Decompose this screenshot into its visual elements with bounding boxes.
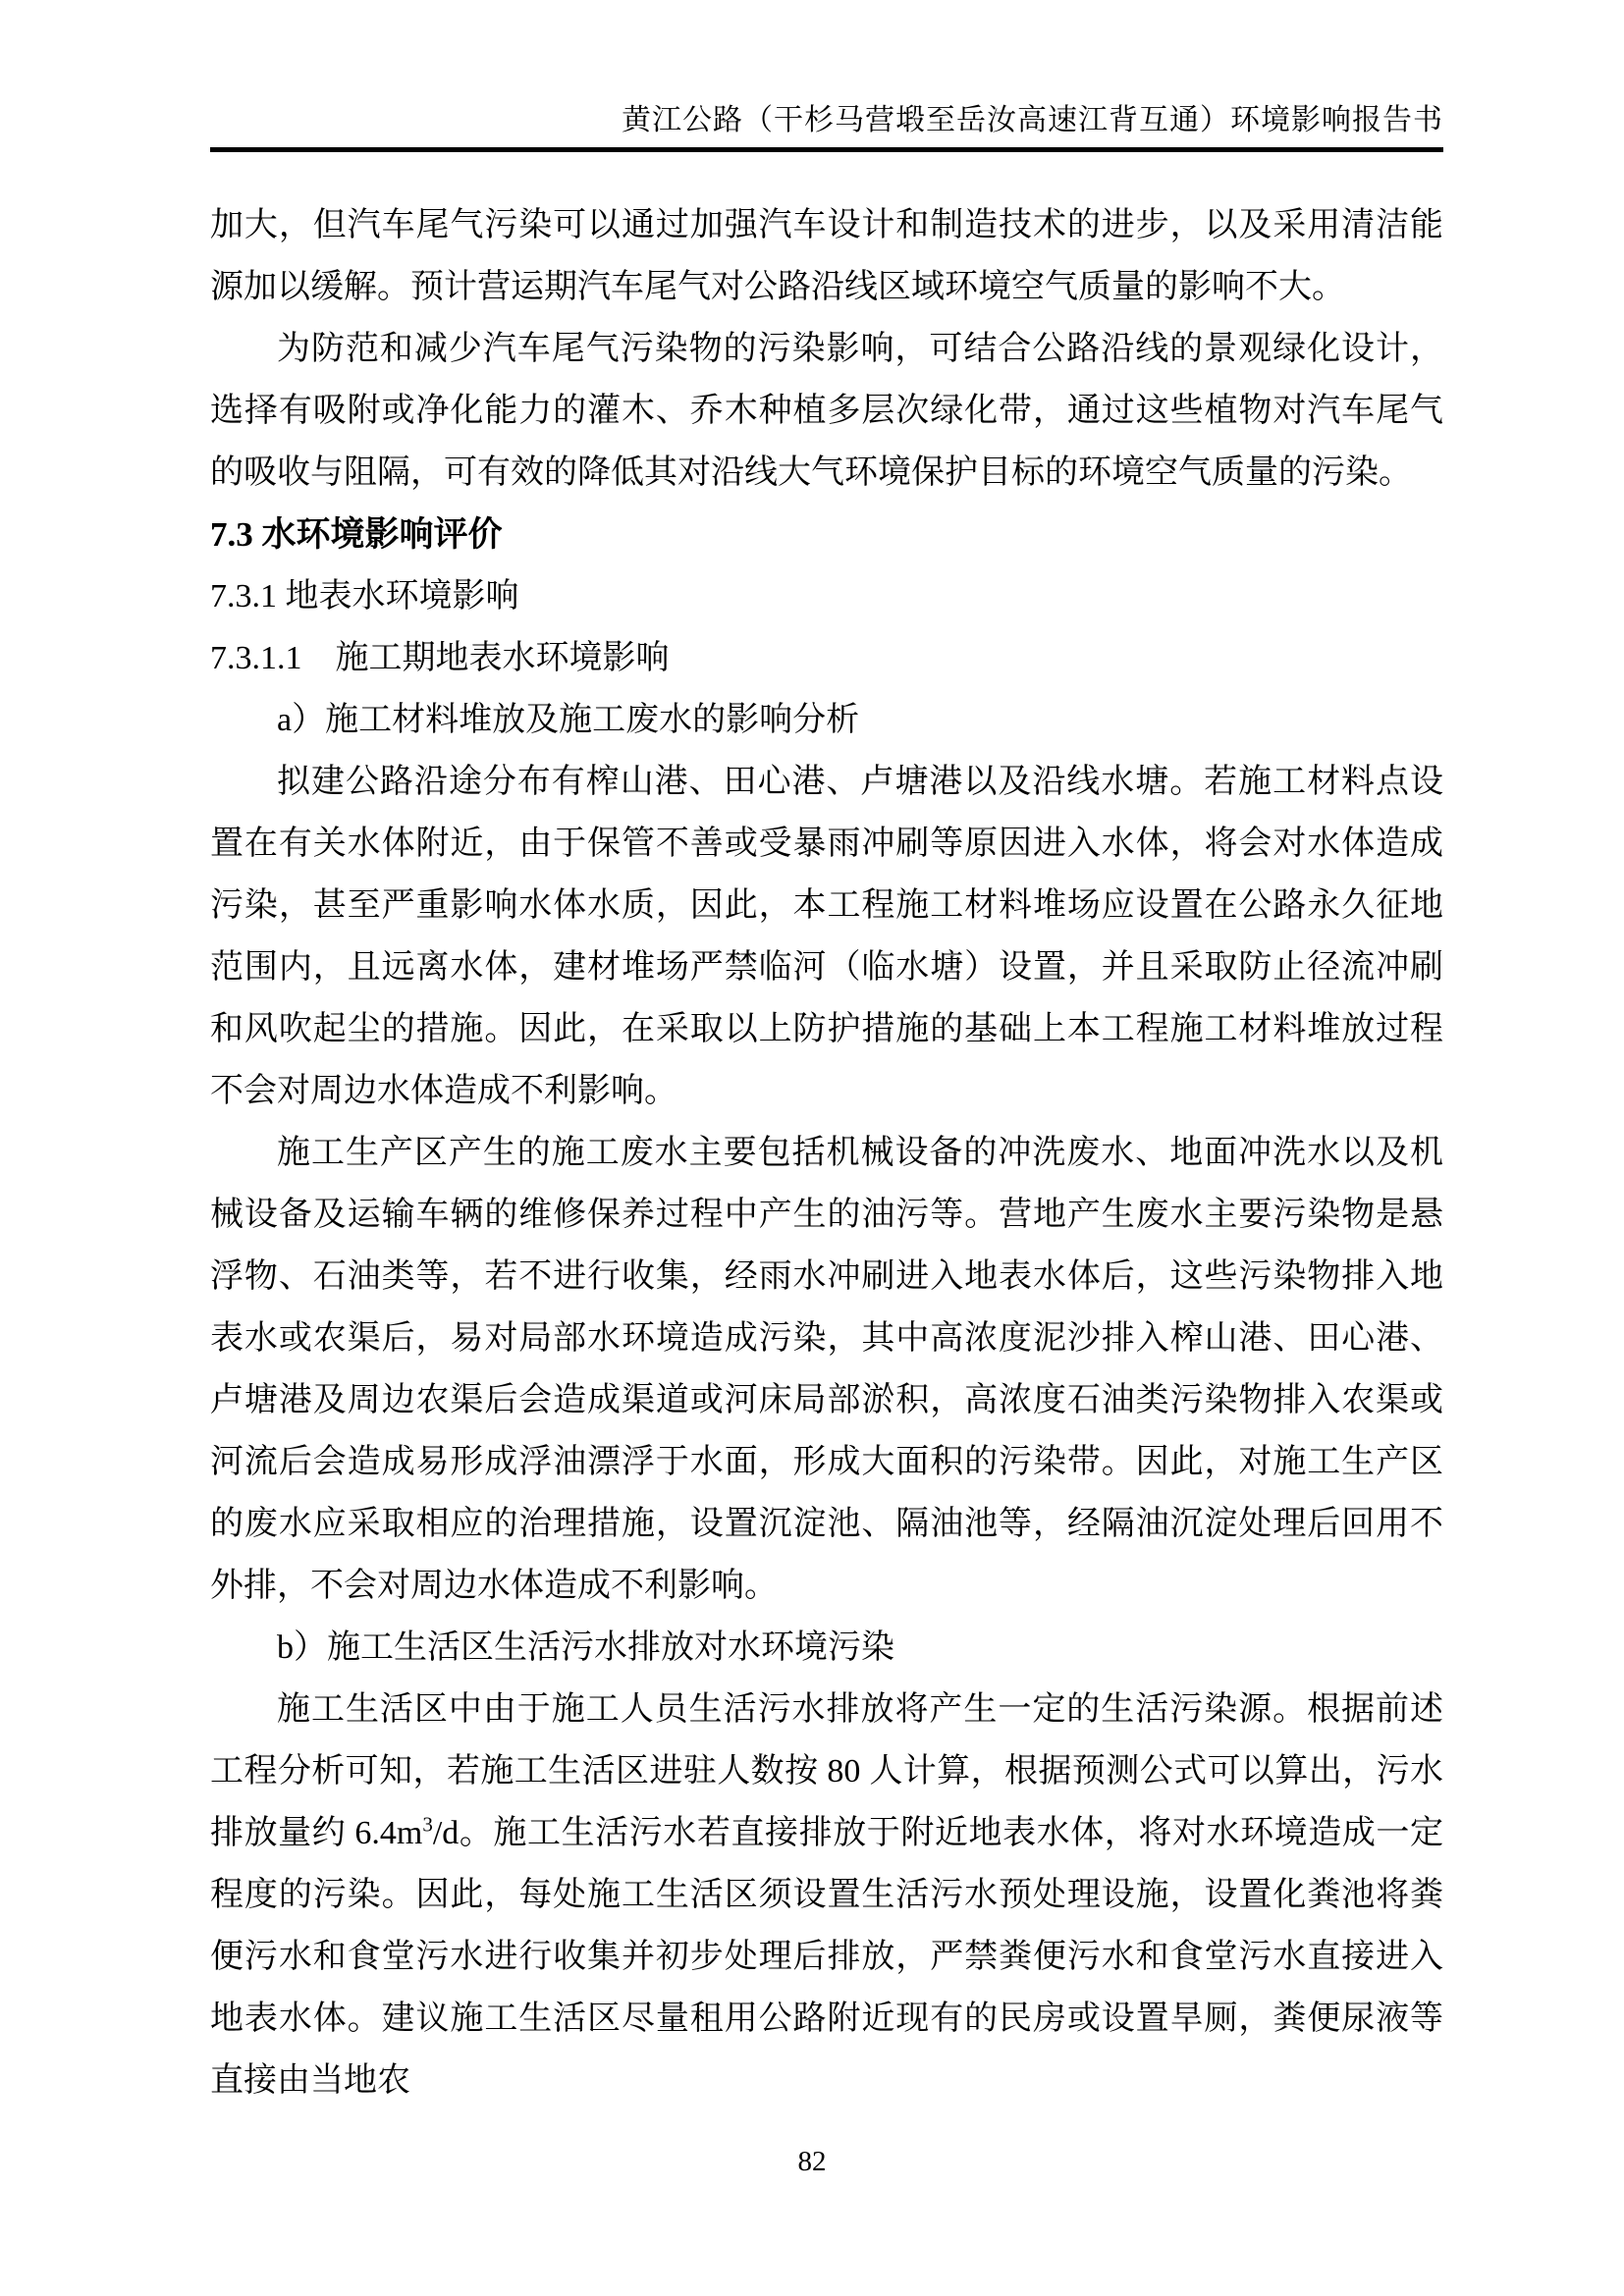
- heading-section-7-3: [210, 504, 1443, 565]
- text-run: 施工生产区产生的施工废水主要包括机械设备的冲洗废水、地面冲洗水以及机械设备及运输车辆的维修保养过程中产生的油污等。营地产生废水主要污染物是悬浮物、石油类等，若不进行收集，经雨水冲刷进入地表水体后，这些污染物排入地表水或农渠后，易对局部水环境造成污染，其中高浓度泥沙排入榨山港、田心港、卢塘港及周边农渠后会造成渠道或河床局部淤积，高浓度石油类污染物排入农渠或河流后会造成易形成浮油漂浮于水面，形成大面积的污染带。因此，对施工生产区的废水应采取相应的治理措施，设置沉淀池、隔油池等，经隔油沉淀处理后回用不外排，不会对周边水体造成不利影响。: [210, 1135, 1443, 1604]
- superscript-exponent: 3: [422, 1812, 433, 1837]
- text-run: /d。施工生活污水若直接排放于附近地表水体，将对水环境造成一定程度的污染。因此，每处施工生活区须设置生活污水预处理设施，设置化粪池将粪便污水和食堂污水进行收集并初步处理后排放，严禁粪便污水和食堂污水直接进入地表水体。建议施工生活区尽量租用公路附近现有的民房或设置旱厕，粪便尿液等直接由当地农: [210, 1815, 1443, 2099]
- page-number: 82: [797, 2146, 827, 2177]
- page-footer: [0, 2144, 1624, 2179]
- text-run: 施工生活区中由于施工人员生活污水排放将产生一定的生活污染源。根据前述工程分析可知，若施工生活区进驻人数按 80 人计算，根据预测公式可以算出，污水排放量约 6.4m: [210, 1691, 1443, 1851]
- paragraph-vehicle-exhaust-continuation: [210, 194, 1443, 318]
- paragraph-material-stockpile-impact: [210, 751, 1443, 1122]
- subheading-item-a: [210, 689, 1443, 751]
- paragraph-construction-wastewater-impact: [210, 1122, 1443, 1617]
- text-run: 7.3 水环境影响评价: [210, 515, 503, 554]
- paragraph-greening-measures: [210, 318, 1443, 504]
- text-run: 拟建公路沿途分布有榨山港、田心港、卢塘港以及沿线水塘。若施工材料点设置在有关水体附近，由于保管不善或受暴雨冲刷等原因进入水体，将会对水体造成污染，甚至严重影响水体水质，因此，本工程施工材料堆场应设置在公路永久征地范围内，且远离水体，建材堆场严禁临河（临水塘）设置，并且采取防止径流冲刷和风吹起尘的措施。因此，在采取以上防护措施的基础上本工程施工材料堆放过程不会对周边水体造成不利影响。: [210, 764, 1443, 1109]
- page-header: [210, 102, 1443, 152]
- page-body: [210, 194, 1443, 2111]
- heading-section-7-3-1: [210, 565, 1443, 627]
- header-rule: [210, 147, 1443, 152]
- text-run: 7.3.1 地表水环境影响: [210, 578, 519, 614]
- heading-section-7-3-1-1: [210, 627, 1443, 689]
- text-run: 7.3.1.1 施工期地表水环境影响: [210, 640, 670, 676]
- subheading-item-b: [210, 1617, 1443, 1679]
- text-run: a）施工材料堆放及施工废水的影响分析: [277, 702, 860, 738]
- text-run: 加大，但汽车尾气污染可以通过加强汽车设计和制造技术的进步，以及采用清洁能源加以缓解。预计营运期汽车尾气对公路沿线区域环境空气质量的影响不大。: [210, 207, 1443, 305]
- paragraph-domestic-sewage-impact: [210, 1679, 1443, 2111]
- text-run: b）施工生活区生活污水排放对水环境污染: [277, 1629, 894, 1666]
- text-run: 为防范和减少汽车尾气污染物的污染影响，可结合公路沿线的景观绿化设计，选择有吸附或净化能力的灌木、乔木种植多层次绿化带，通过这些植物对汽车尾气的吸收与阻隔，可有效的降低其对沿线大气环境保护目标的环境空气质量的污染。: [210, 331, 1443, 491]
- header-title: 黄江公路（干杉马营塅至岳汝高速江背互通）环境影响报告书: [622, 104, 1443, 136]
